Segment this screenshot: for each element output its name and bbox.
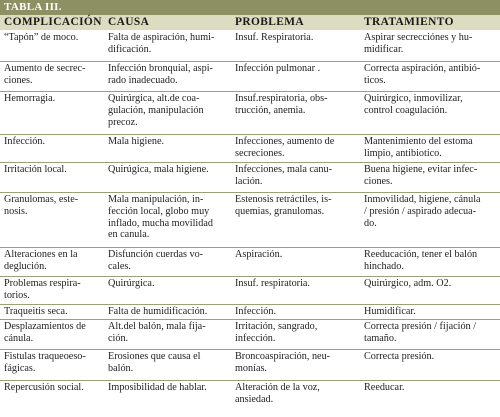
cell-problema: Insuf. Respiratoria. — [235, 32, 314, 43]
cell-complicacion: Repercusión social. — [4, 382, 84, 393]
table-row — [0, 92, 500, 135]
cell-complicacion: Desplazamientos de cánula. — [4, 321, 86, 344]
cell-tratamiento: Correcta presión. — [364, 351, 435, 362]
cell-causa: Falta de humidificación. — [108, 306, 208, 317]
cell-tratamiento: Inmovilidad, higiene, cánula / presión / aspirado adecua- do. — [364, 194, 481, 229]
cell-complicacion: Granulomas, este- nosis. — [4, 194, 79, 217]
cell-problema: Insuf. respiratoria. — [235, 278, 310, 289]
cell-tratamiento: Quirúrgico, adm. O2. — [364, 278, 452, 289]
cell-causa: Quirúgica, mala higiene. — [108, 164, 209, 175]
header-causa: CAUSA — [108, 16, 150, 28]
table-row — [0, 135, 500, 163]
cell-problema: Estenosis retráctiles, is- quemias, granulomas. — [235, 194, 332, 217]
cell-complicacion: Fistulas traqueoeso- fágicas. — [4, 351, 86, 374]
table-row — [0, 163, 500, 193]
cell-problema: Alteración de la voz, ansiedad. — [235, 382, 320, 405]
cell-problema: Infección pulmonar . — [235, 63, 321, 74]
cell-tratamiento: Quirúrgico, inmovilizar, control coagulación. — [364, 93, 463, 116]
cell-causa: Mala higiene. — [108, 136, 165, 147]
cell-tratamiento: Aspirar secrecciónes y hu- midificar. — [364, 32, 473, 55]
table-caption: TABLA III. — [0, 0, 500, 15]
cell-tratamiento: Reeducación, tener el balón hinchado. — [364, 249, 478, 272]
cell-complicacion: Infección. — [4, 136, 46, 147]
cell-causa: Quirúrgica, alt.de coa- gulación, manipulación precoz. — [108, 93, 204, 128]
cell-causa: Quirúrgica. — [108, 278, 155, 289]
header-tratamiento: TRATAMIENTO — [364, 16, 454, 28]
cell-complicacion: Problemas respira- torios. — [4, 278, 81, 301]
cell-causa: Imposibilidad de hablar. — [108, 382, 207, 393]
table-row — [0, 248, 500, 277]
cell-tratamiento: Correcta aspiración, antibió- ticos. — [364, 63, 481, 86]
cell-problema: Infecciones, mala canu- lación. — [235, 164, 333, 187]
table-row — [0, 305, 500, 320]
table-row — [0, 381, 500, 417]
table-row — [0, 277, 500, 305]
table-row — [0, 31, 500, 62]
cell-causa: Mala manipulación, in- fección local, globo muy inflado, mucha movilidad en canula. — [108, 194, 213, 241]
cell-causa: Infección bronquial, aspi- rado inadecuado. — [108, 63, 213, 86]
cell-complicacion: Hemorragia. — [4, 93, 56, 104]
table-row — [0, 350, 500, 381]
header-problema: PROBLEMA — [235, 16, 305, 28]
cell-tratamiento: Buena higiene, evitar infec- ciones. — [364, 164, 478, 187]
cell-problema: Infección. — [235, 306, 277, 317]
cell-problema: Infecciones, aumento de secreciones. — [235, 136, 335, 159]
cell-tratamiento: Correcta presión / fijación / tamaño. — [364, 321, 477, 344]
cell-causa: Alt.del balón, mala fija- ción. — [108, 321, 206, 344]
header-complicacion: COMPLICACIÓN — [4, 16, 102, 28]
cell-problema: Broncoaspiración, neu- monías. — [235, 351, 331, 374]
cell-causa: Disfunción cuerdas vo- cales. — [108, 249, 204, 272]
cell-problema: Insuf.respiratoria, obs- trucción, anemia. — [235, 93, 328, 116]
table-row — [0, 320, 500, 350]
cell-complicacion: Irritación local. — [4, 164, 67, 175]
cell-complicacion: Aumento de secrec- ciones. — [4, 63, 86, 86]
cell-complicacion: Traqueitis seca. — [4, 306, 68, 317]
cell-complicacion: Alteraciones en la deglución. — [4, 249, 78, 272]
cell-problema: Irritación, sangrado, infección. — [235, 321, 318, 344]
table-header-row — [0, 15, 500, 30]
table-row — [0, 193, 500, 248]
cell-tratamiento: Mantenimiento del estoma limpio, antibiotico. — [364, 136, 473, 159]
table-row — [0, 62, 500, 92]
cell-causa: Falta de aspiración, humi- dificación. — [108, 32, 215, 55]
cell-tratamiento: Reeducar. — [364, 382, 405, 393]
cell-tratamiento: Humidificar. — [364, 306, 416, 317]
cell-causa: Erosiones que causa el balón. — [108, 351, 201, 374]
cell-problema: Aspiración. — [235, 249, 283, 260]
cell-complicacion: “Tapón” de moco. — [4, 32, 79, 43]
